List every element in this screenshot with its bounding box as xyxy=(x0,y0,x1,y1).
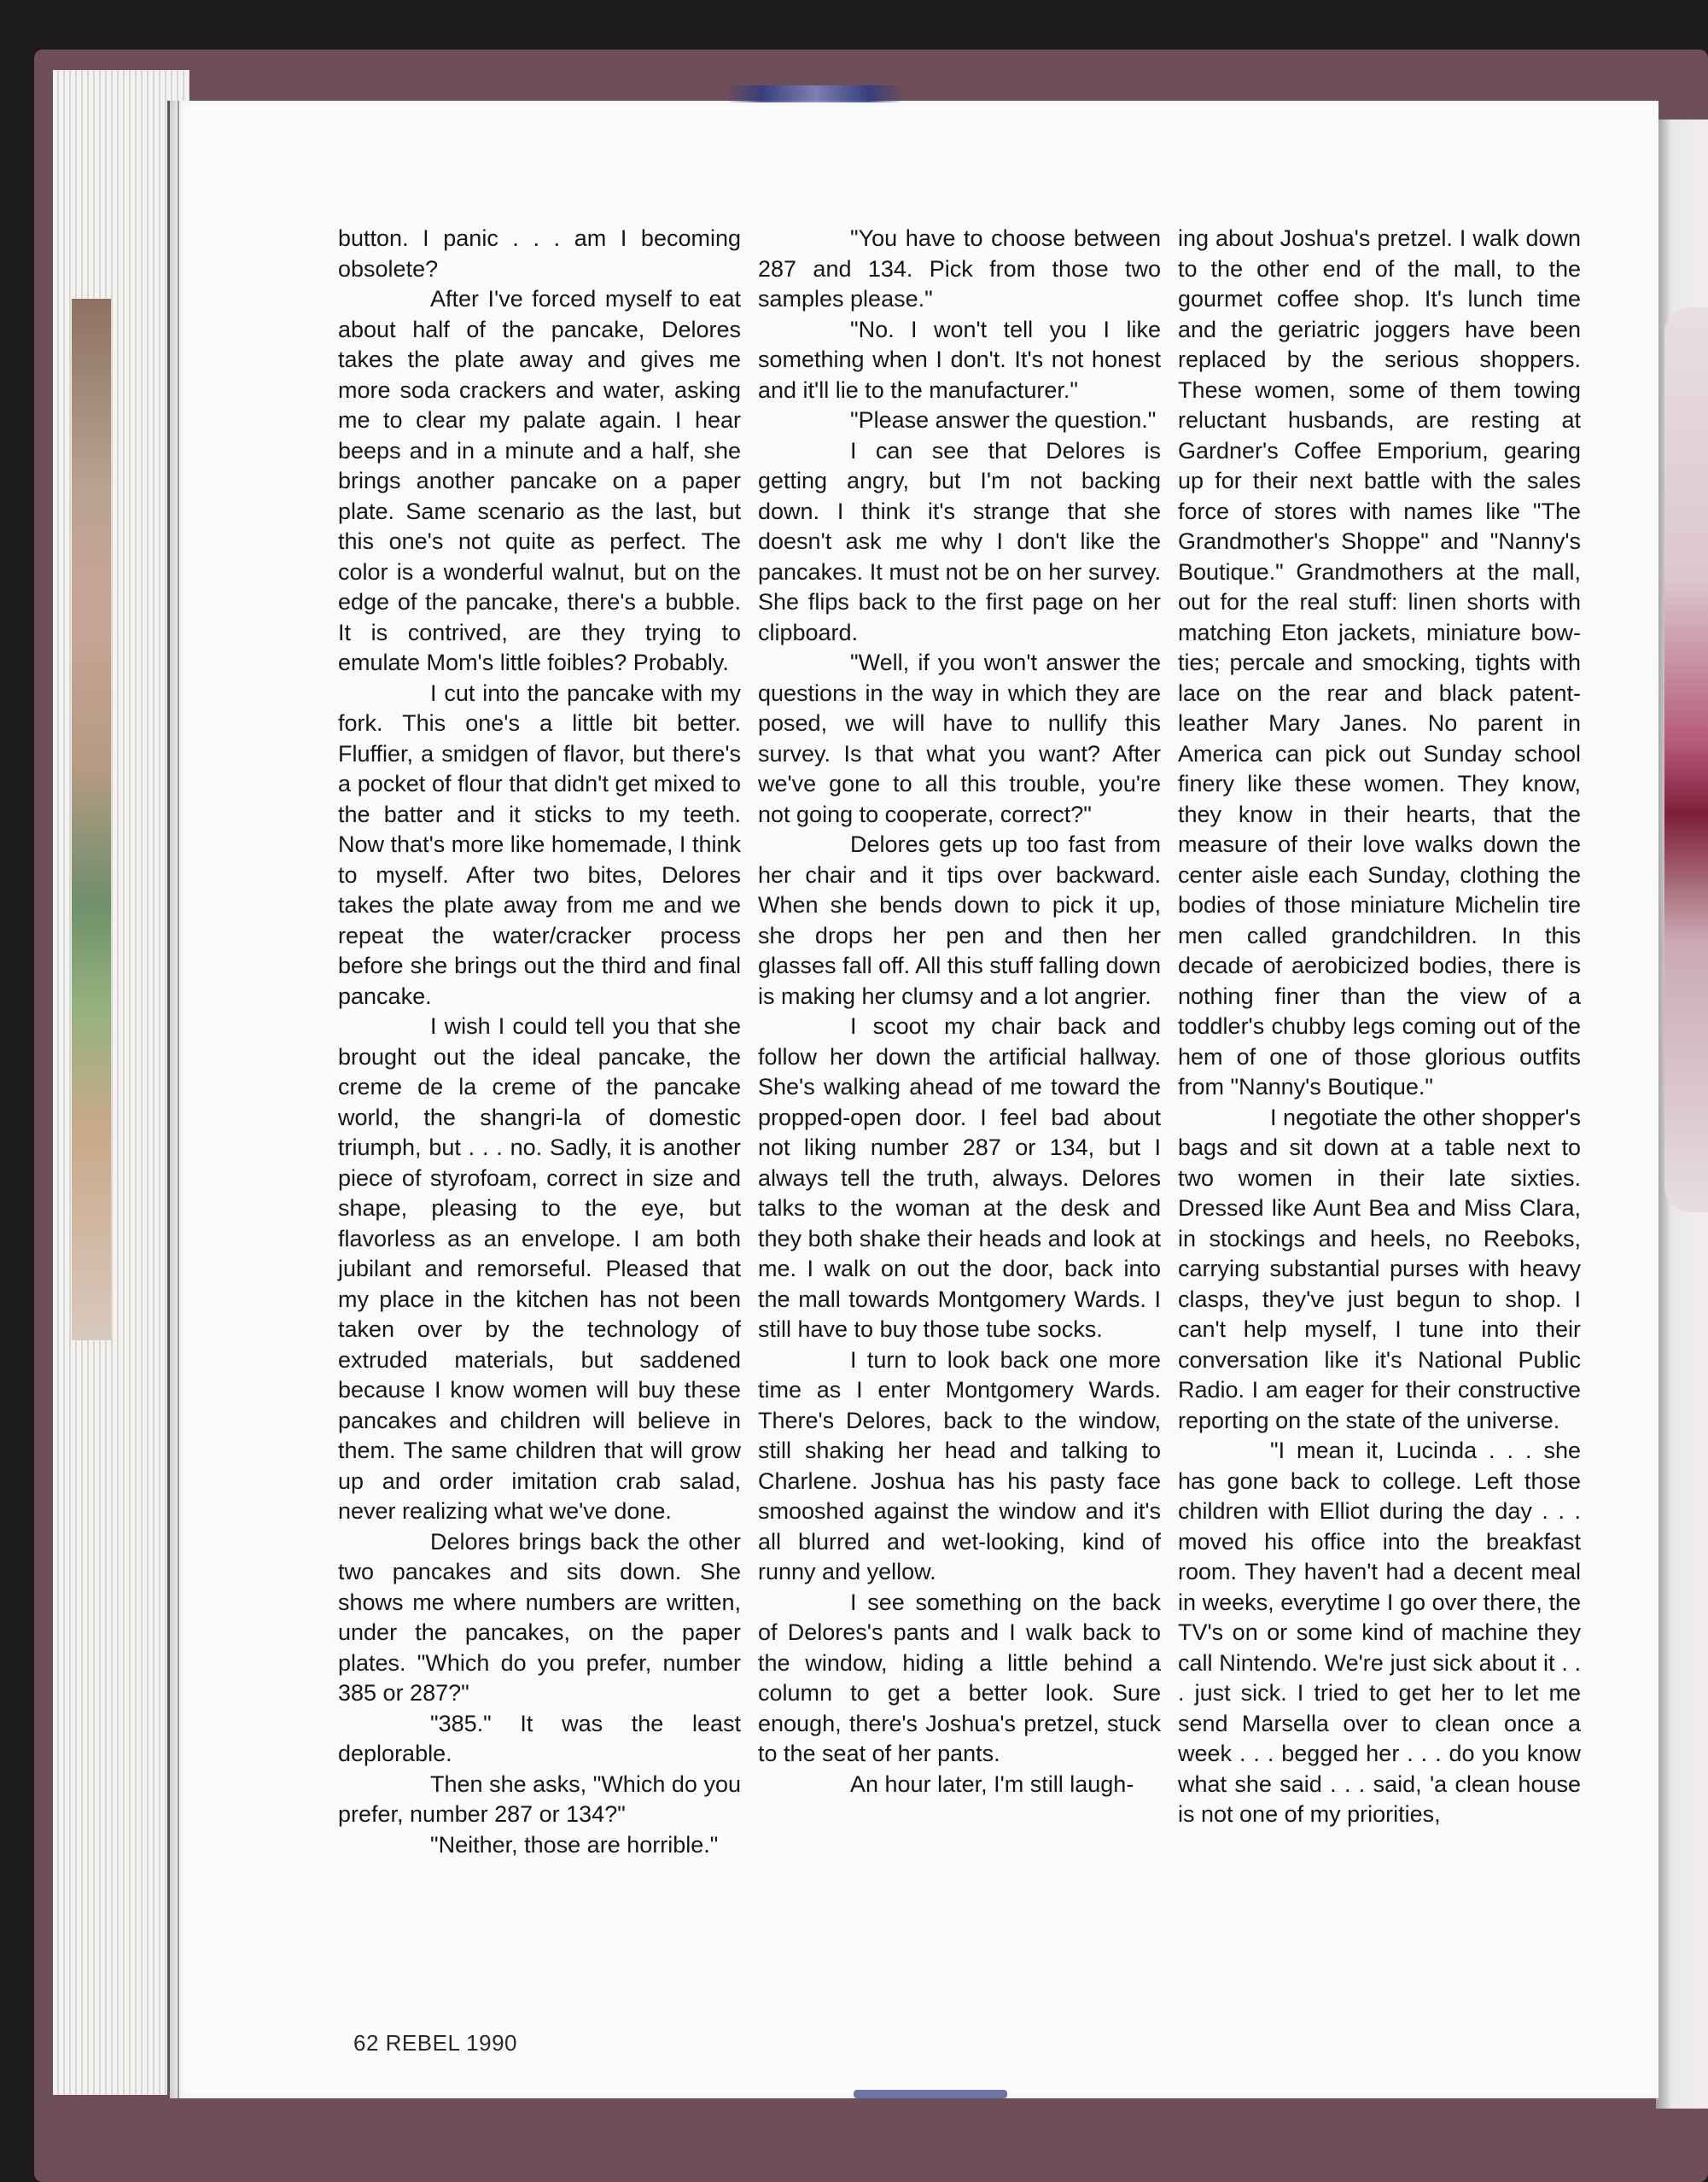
paragraph: "385." It was the least deplorable. xyxy=(338,1710,741,1766)
paragraph: ing about Joshua's pretzel. I walk down to the other end of the mall, to the gourmet coffee shop. It's lunch time and the geriatric joggers have been replaced by the serious shoppers. These women, some of them towing reluctant husbands, are resting at Gardner's Coffee Emporium, gearing up for their next battle with the sales force of stores with names like "The Grandmother's Shoppe" and "Nanny's Boutique." Grandmothers at the mall, out for the real stuff: linen shorts with matching Eton jackets, miniature bow-ties; percale and smocking, tights with lace on the rear and black patent-leather Mary Janes. No parent in America can pick out Sunday school finery like these women. They know, they know in their hearts, that the measure of their love walks down the center aisle each Sunday, clothing the bodies of those miniature Michelin tire men called grandchildren. In this decade of aerobicized bodies, there is nothing finer than the view of a toddler's chubby legs coming out of the hem of one of those glorious outfits from "Nanny's Boutique." xyxy=(1178,225,1581,1100)
text-column-1 xyxy=(338,224,741,1860)
paragraph: Then she asks, "Which do you prefer, number 287 or 134?" xyxy=(338,1771,741,1827)
paragraph: Delores brings back the other two pancakes and sits down. She shows me where numbers are written, under the pancakes, on the paper plates. "Which do you prefer, number 385 or 287?" xyxy=(338,1528,741,1706)
right-facing-page-photo xyxy=(1664,307,1708,1212)
paragraph: I can see that Delores is getting angry, but I'm not backing down. I think it's strange that she doesn't ask me why I don't like the pancakes. It must not be on her survey. She flips back to the first page on her clipboard. xyxy=(758,437,1161,645)
top-ornament xyxy=(726,85,905,102)
text-column-3 xyxy=(1178,224,1581,1830)
paragraph: I scoot my chair back and follow her down the artificial hallway. She's walking ahead of me toward the propped-open door. I feel bad about not liking number 287 or 134, but I always tell the truth, always. Delores talks to the woman at the desk and they both shake their heads and look at me. I walk on out the door, back into the mall towards Montgomery Wards. I still have to buy those tube socks. xyxy=(758,1013,1161,1342)
paragraph: button. I panic . . . am I becoming obsolete? xyxy=(338,225,741,282)
paragraph: "Neither, those are horrible." xyxy=(430,1831,719,1858)
bottom-ornament xyxy=(854,2090,1007,2098)
facing-page-photo xyxy=(72,299,111,1340)
paragraph: An hour later, I'm still laugh- xyxy=(850,1771,1134,1797)
paragraph: I negotiate the other shopper's bags and sit down at a table next to two women in their late sixties. Dressed like Aunt Bea and Miss Clara, in stockings and heels, no Reeboks, carrying substantial purses with heavy clasps, they've just begun to shop. I can't help myself, I tune into their conversation like it's National Public Radio. I am eager for their constructive reporting on the state of the universe. xyxy=(1178,1104,1581,1433)
paragraph: I wish I could tell you that she brought out the ideal pancake, the creme de la creme of the pancake world, the shangri-la of domestic triumph, but . . . no. Sadly, it is another piece of styrofoam, correct in size and shape, pleasing to the eye, but flavorless as an envelope. I am both jubilant and remorseful. Pleased that my place in the kitchen has not been taken over by the technology of extruded materials, but saddened because I know women will buy these pancakes and children will believe in them. The same children that will grow up and order imitation crab salad, never realizing what we've done. xyxy=(338,1013,741,1524)
text-column-2 xyxy=(758,224,1161,1800)
paragraph: I turn to look back one more time as I enter Montgomery Wards. There's Delores, back to the window, still shaking her head and talking to Charlene. Joshua has his pasty face smooshed against the window and it's all blurred and wet-looking, kind of runny and yellow. xyxy=(758,1346,1161,1584)
paragraph: "Please answer the question." xyxy=(850,407,1157,433)
paragraph: "I mean it, Lucinda . . . she has gone back to college. Left those children with Elliot during the day . . . moved his office into the breakfast room. They haven't had a decent meal in weeks, everytime I go over there, the TV's on or some kind of machine they call Nintendo. We're just sick about it . . . just sick. I tried to get her to let me send Marsella over to clean once a week . . . begged her . . . do you know what she said . . . said, 'a clean house is not one of my priorities, xyxy=(1178,1438,1581,1827)
paragraph: "No. I won't tell you I like something when I don't. It's not honest and it'll lie to the manufacturer." xyxy=(758,316,1161,403)
paragraph: I see something on the back of Delores's pants and I walk back to the window, hiding a little behind a column to get a better look. Sure enough, there's Joshua's pretzel, stuck to the seat of her pants. xyxy=(758,1589,1161,1766)
paragraph: I cut into the pancake with my fork. This one's a little bit better. Fluffier, a smidgen of flavor, but there's a pocket of flour that didn't get mixed to the batter and it sticks to my teeth. Now that's more like homemade, I think to myself. After two bites, Delores takes the plate away from me and we repeat the water/cracker process before she brings out the third and final pancake. xyxy=(338,680,741,1009)
page-footer: 62 REBEL 1990 xyxy=(353,2030,518,2056)
paragraph: After I've forced myself to eat about half of the pancake, Delores takes the plate away and gives me more soda crackers and water, asking me to clear my palate again. I hear beeps and in a minute and a half, she brings another pancake on a paper plate. Same scenario as the last, but this one's not quite as perfect. The color is a wonderful walnut, but on the edge of the pancake, there's a bubble. It is contrived, are they trying to emulate Mom's little foibles? Probably. xyxy=(338,286,741,675)
paragraph: Delores gets up too fast from her chair and it tips over backward. When she bends down to pick it up, she drops her pen and then her glasses fall off. All this stuff falling down is making her clumsy and a lot angrier. xyxy=(758,831,1161,1009)
gutter-rule xyxy=(178,101,179,2098)
paragraph: "You have to choose between 287 and 134. Pick from those two samples please." xyxy=(758,225,1161,312)
paragraph: "Well, if you won't answer the questions in the way in which they are posed, we will have to nullify this survey. Is that what you want? After we've gone to all this trouble, you're not going to cooperate, correct?" xyxy=(758,650,1161,827)
